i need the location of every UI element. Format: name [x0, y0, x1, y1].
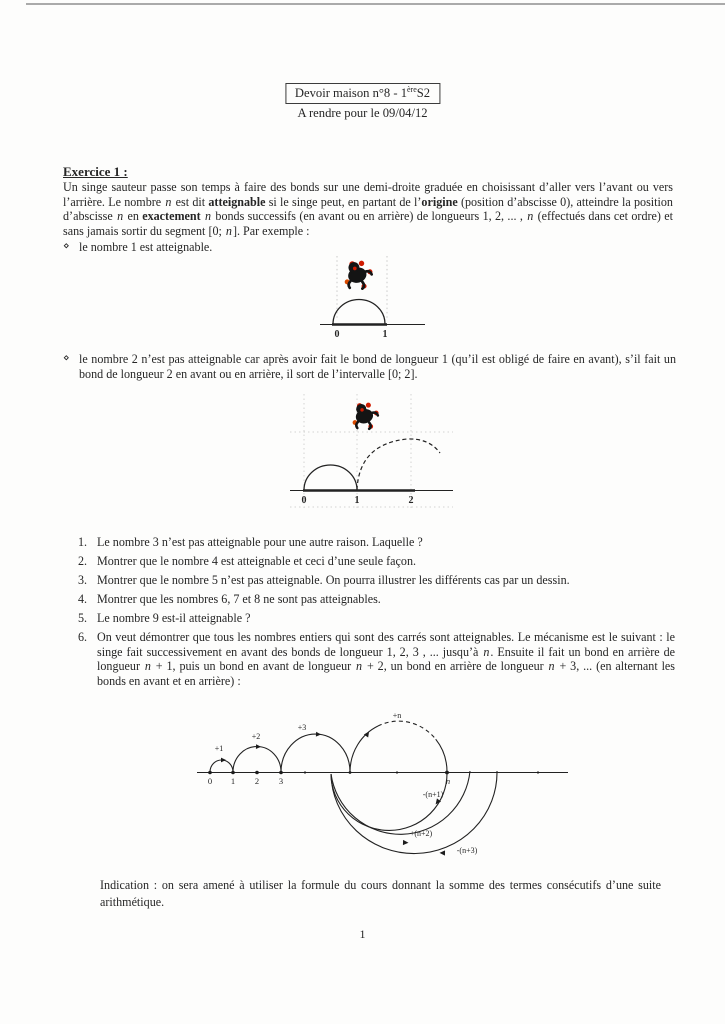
tick-label-2: 2	[408, 495, 414, 506]
exercise-intro-paragraph: Un singe sauteur passe son temps à faire des bonds sur une demi-droite graduée en choisissant d’aller vers l’avant ou vers l’arrière. Le nombre n est dit atteignable si le singe peut, en partant de l’origine (position d’abscisse 0), atteindre la position d’abscisse n en exactement n bonds successifs (en avant ou en arrière) de longueurs 1, 2, ... , n (effectués dans cet ordre) et sans jamais sortir du segment [0; n]. Par exemple :	[63, 180, 673, 238]
alternating-jump-arcs	[331, 771, 497, 854]
question-text: Le nombre 3 n’est pas atteignable pour une autre raison. Laquelle ?	[97, 535, 423, 549]
question-text: Montrer que le nombre 4 est atteignable et ceci d’une seule façon.	[97, 553, 417, 568]
arc-label-plus-3: +3	[297, 723, 307, 732]
arc-label-plus-1: +1	[214, 744, 224, 753]
question-number: 1.	[78, 535, 88, 549]
bullet-1-text: le nombre 1 est atteignable.	[79, 240, 213, 254]
question-number: 6.	[78, 629, 88, 644]
jump-arc-0-to-1	[333, 300, 385, 325]
monkey-icon	[353, 403, 379, 429]
figure-mechanism-diagram	[190, 699, 575, 871]
question-number: 2.	[78, 553, 88, 568]
question-number: 3.	[78, 572, 88, 587]
diamond-bullet-icon: ⋄	[63, 241, 70, 252]
homework-title: Devoir maison n°8 - 1	[294, 86, 407, 101]
homework-title-box	[285, 83, 440, 104]
figure-jump-to-1	[300, 254, 450, 349]
page-number: 1	[359, 927, 366, 941]
question-text: Montrer que le nombre 5 n’est pas atteignable. On pourra illustrer les différents cas par un dessin.	[97, 572, 570, 587]
tick-label-n: n	[445, 776, 451, 786]
homework-title-superscript: ère	[407, 85, 417, 94]
forbidden-jump-dashed-arc	[357, 439, 440, 490]
question-list	[78, 535, 675, 693]
bullet-2-text: le nombre 2 n’est pas atteignable car après avoir fait le bond de longueur 1 (qu’il est obligé de faire en avant), s’il fait un bond de longueur 2 en avant ou en arrière, il sort de l’intervalle [0; 2].	[79, 352, 676, 381]
question-number: 4.	[78, 591, 88, 606]
tick-label-1: 1	[230, 776, 236, 786]
arc-label-plus-n2: +(n+2)	[409, 829, 433, 838]
arc-label-plus-2: +2	[251, 732, 261, 741]
tick-label-0: 0	[301, 495, 307, 506]
monkey-icon	[345, 261, 373, 289]
question-1	[78, 535, 675, 550]
arc-label-minus-n3: -(n+3)	[456, 846, 478, 855]
tick-label-3: 3	[278, 776, 284, 786]
tick-label-2: 2	[254, 776, 260, 786]
scan-artifact-line	[26, 3, 725, 5]
tick-label-1: 1	[382, 329, 388, 340]
diamond-bullet-icon: ⋄	[63, 353, 70, 364]
tick-label-0: 0	[207, 776, 213, 786]
question-text: On veut démontrer que tous les nombres entiers qui sont des carrés sont atteignables. Le mécanisme est le suivant : le singe fait successivement en avant des bonds de longueur 1, 2, 3 , ... jusqu’à n. Ensuite il fait un bond en arrière de longueur n + 1, puis un bond en avant de longueur n + 2, un bond en arrière de longueur n + 3, ... (en alternant les bonds en avant et en arrière) :	[97, 629, 676, 688]
question-3	[78, 573, 675, 588]
forward-jump-arcs	[210, 721, 447, 772]
arc-label-minus-n1: -(n+1)	[422, 790, 444, 799]
question-text: Le nombre 9 est-il atteignable ?	[97, 610, 251, 625]
tick-label-0: 0	[334, 329, 340, 340]
bullet-item-2	[63, 352, 676, 381]
homework-title-class: S2	[416, 86, 431, 101]
bullet-item-1	[63, 240, 675, 255]
question-number: 5.	[78, 610, 88, 625]
question-text: Montrer que les nombres 6, 7 et 8 ne sont pas atteignables.	[97, 591, 381, 606]
due-date-line: A rendre pour le 09/04/12	[297, 106, 428, 120]
exercise-heading: Exercice 1 :	[63, 164, 128, 179]
tick-labels	[208, 776, 450, 786]
figure-jump-to-2-impossible	[288, 392, 458, 516]
jump-arc-0-to-1	[304, 465, 357, 490]
question-5	[78, 611, 675, 626]
question-2	[78, 554, 675, 569]
indication-paragraph: Indication : on sera amené à utiliser la formule du cours donnant la somme des termes consécutifs d’une suite arithmétique.	[100, 878, 661, 909]
question-6	[78, 630, 675, 688]
arc-label-plus-n: +n	[392, 711, 402, 720]
tick-label-1: 1	[354, 495, 360, 506]
question-4	[78, 592, 675, 607]
